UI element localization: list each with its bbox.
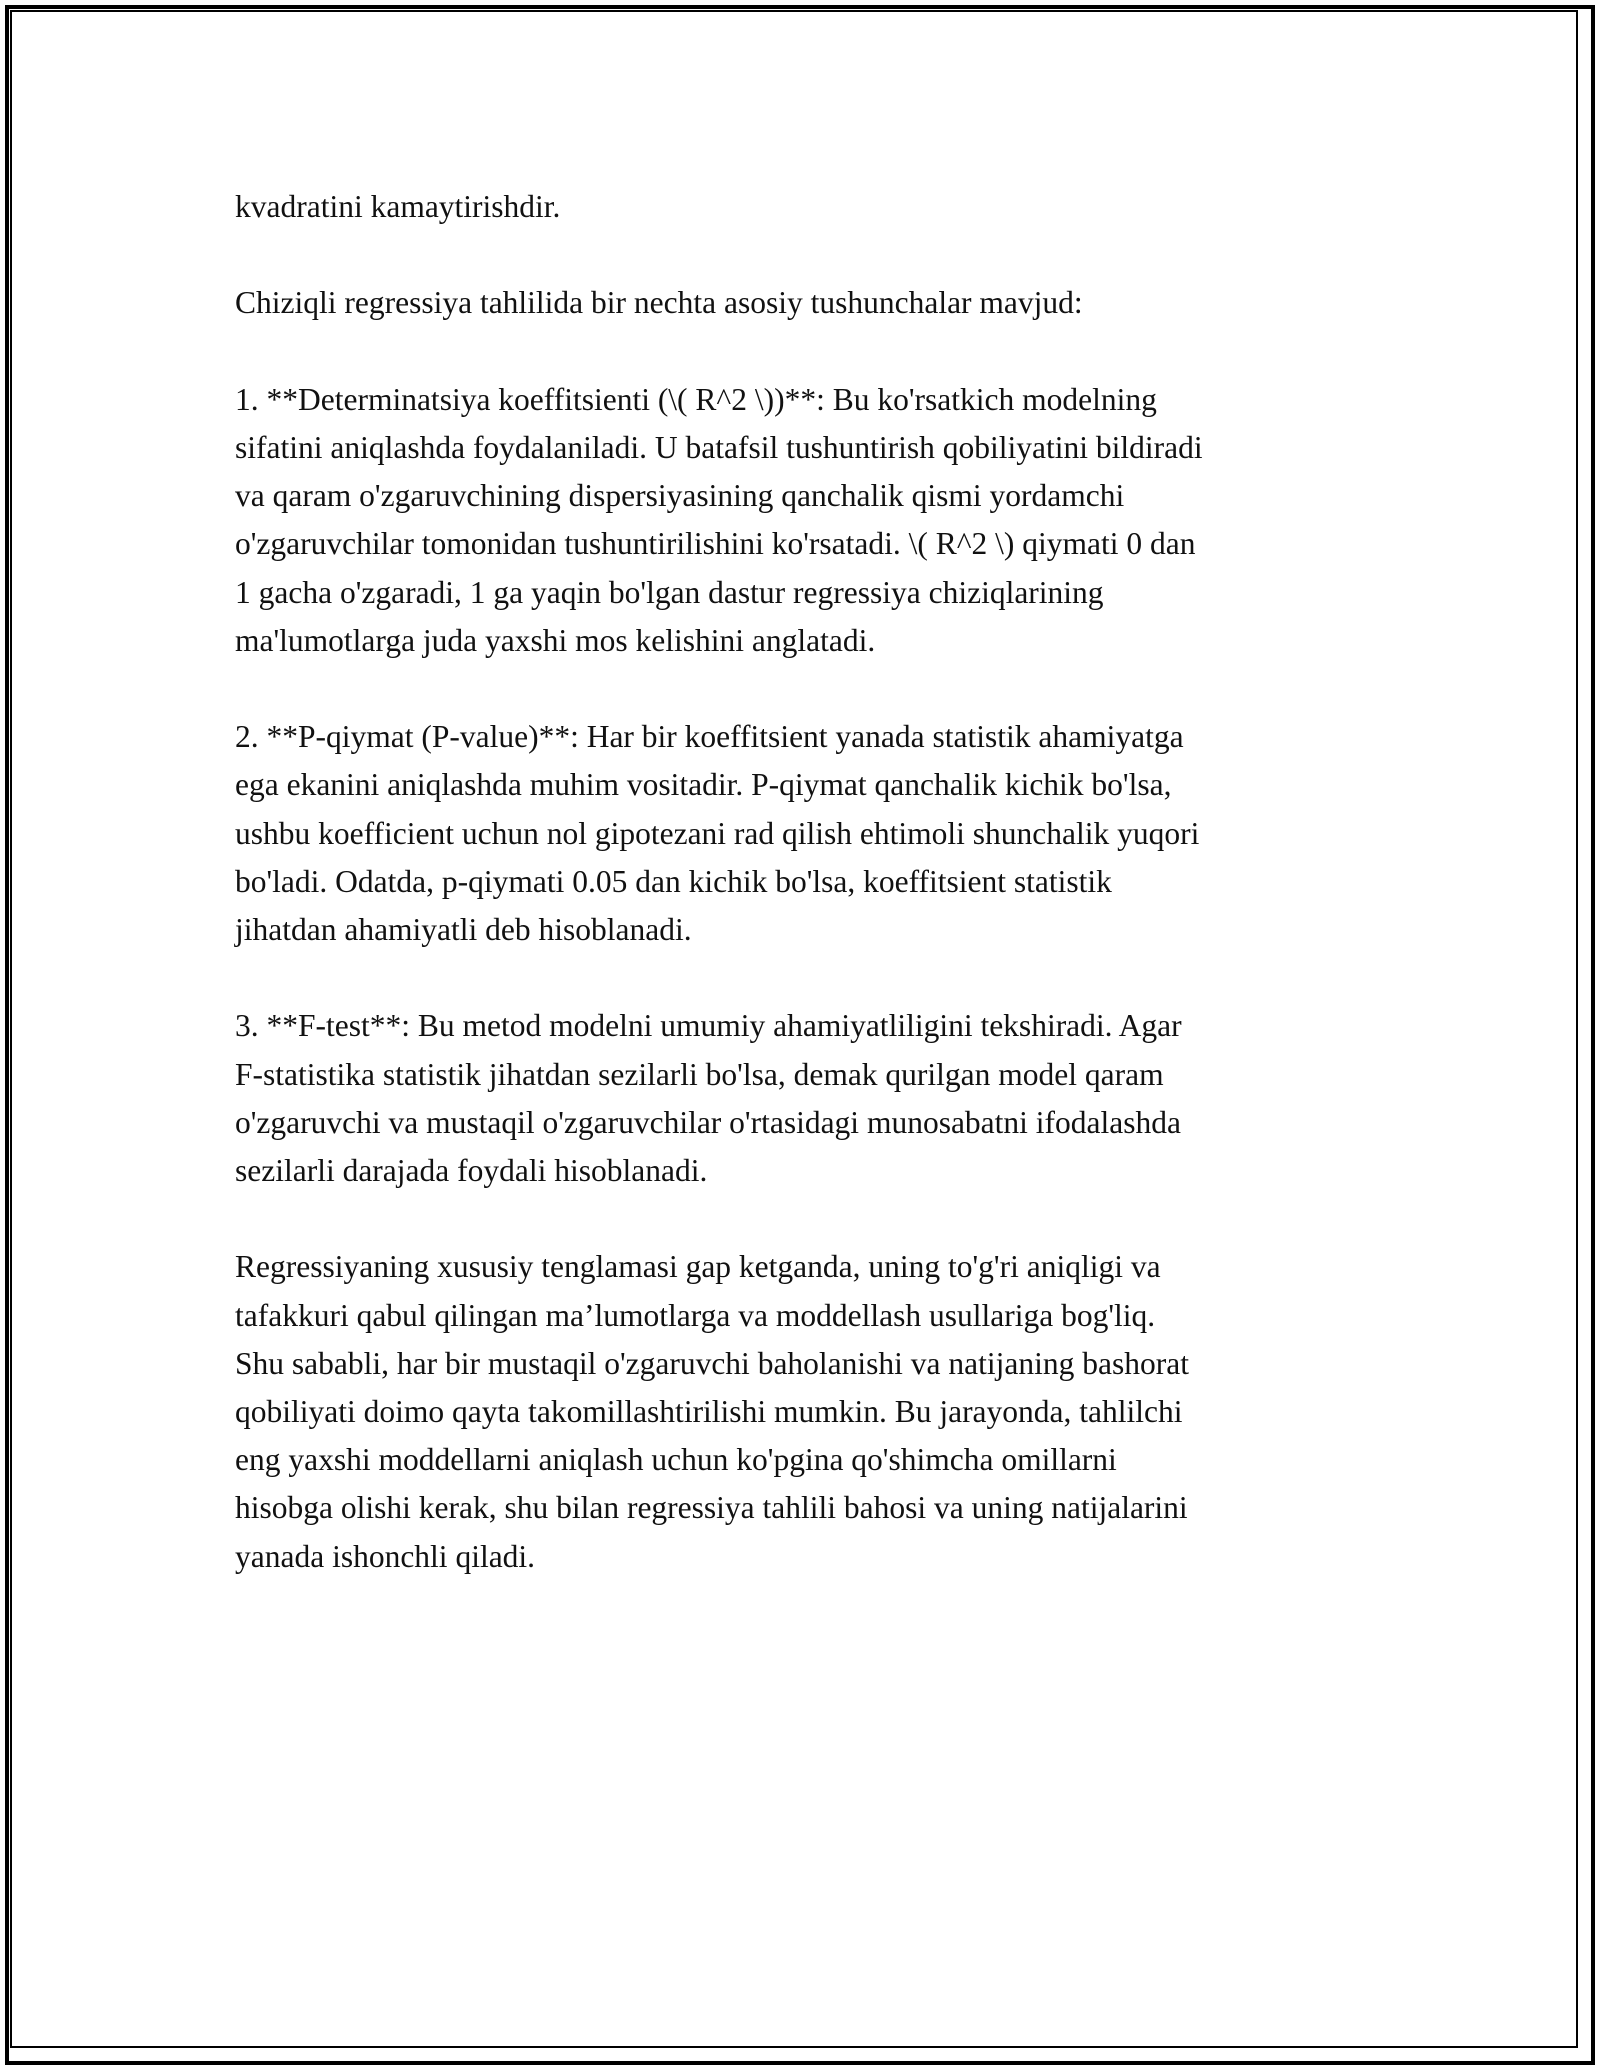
list-item-p-value: 2. **P-qiymat (P-value)**: Har bir koeffitsient yanada statistik ahamiyatga ega ekanini aniqlashda muhim vositadir. P-qiymat qanchalik kichik bo'lsa, ushbu koefficient uchun nol gipotezani rad qilish ehtimoli shunchalik yuqori bo'ladi. Odatda, p-qiymati 0.05 dan kichik bo'lsa, koeffitsient statistik jihatdan ahamiyatli deb hisoblanadi. — [235, 719, 1200, 947]
paragraph-continuation: kvadratini kamaytirishdir. — [235, 189, 561, 224]
paragraph-intro: Chiziqli regressiya tahlilida bir nechta asosiy tushunchalar mavjud: — [235, 285, 1083, 321]
list-item-f-test: 3. **F-test**: Bu metod modelni umumiy ahamiyatliligini tekshiradi. Agar F-statistika statistik jihatdan sezilarli bo'lsa, demak qurilgan model qaram o'zgaruvchi va mustaqil o'zgaruvchilar o'rtasidagi munosabatni ifodalashda sezilarli darajada foydali hisoblanadi. — [235, 1008, 1182, 1188]
list-item-determination: 1. **Determinatsiya koeffitsienti (\( R^2 \))**: Bu ko'rsatkich modelning sifatini aniqlashda foydalaniladi. U batafsil tushuntirish qobiliyatini bildiradi va qaram o'zgaruvchining dispersiyasining qanchalik qismi yordamchi o'zgaruvchilar tomonidan tushuntirilishini ko'rsatadi. \( R^2 \) qiymati 0 dan 1 gacha o'zgaradi, 1 ga yaqin bo'lgan dastur regressiya chiziqlarining ma'lumotlarga juda yaxshi mos kelishini anglatadi. — [235, 381, 1203, 658]
paragraph-conclusion: Regressiyaning xususiy tenglamasi gap ketganda, uning to'g'ri aniqligi va tafakkuri qabul qilingan ma’lumotlarga va moddellash usullariga bog'liq. Shu sababli, har bir mustaqil o'zgaruvchi baholanishi va natijaning bashorat qobiliyati doimo qayta takomillashtirilishi mumkin. Bu jarayonda, tahlilchi eng yaxshi moddellarni aniqlash uchun ko'pgina qo'shimcha omillarni hisobga olishi kerak, shu bilan regressiya tahlili bahosi va uning natijalarini yanada ishonchli qiladi. — [235, 1249, 1189, 1574]
document-body — [235, 183, 1375, 1629]
